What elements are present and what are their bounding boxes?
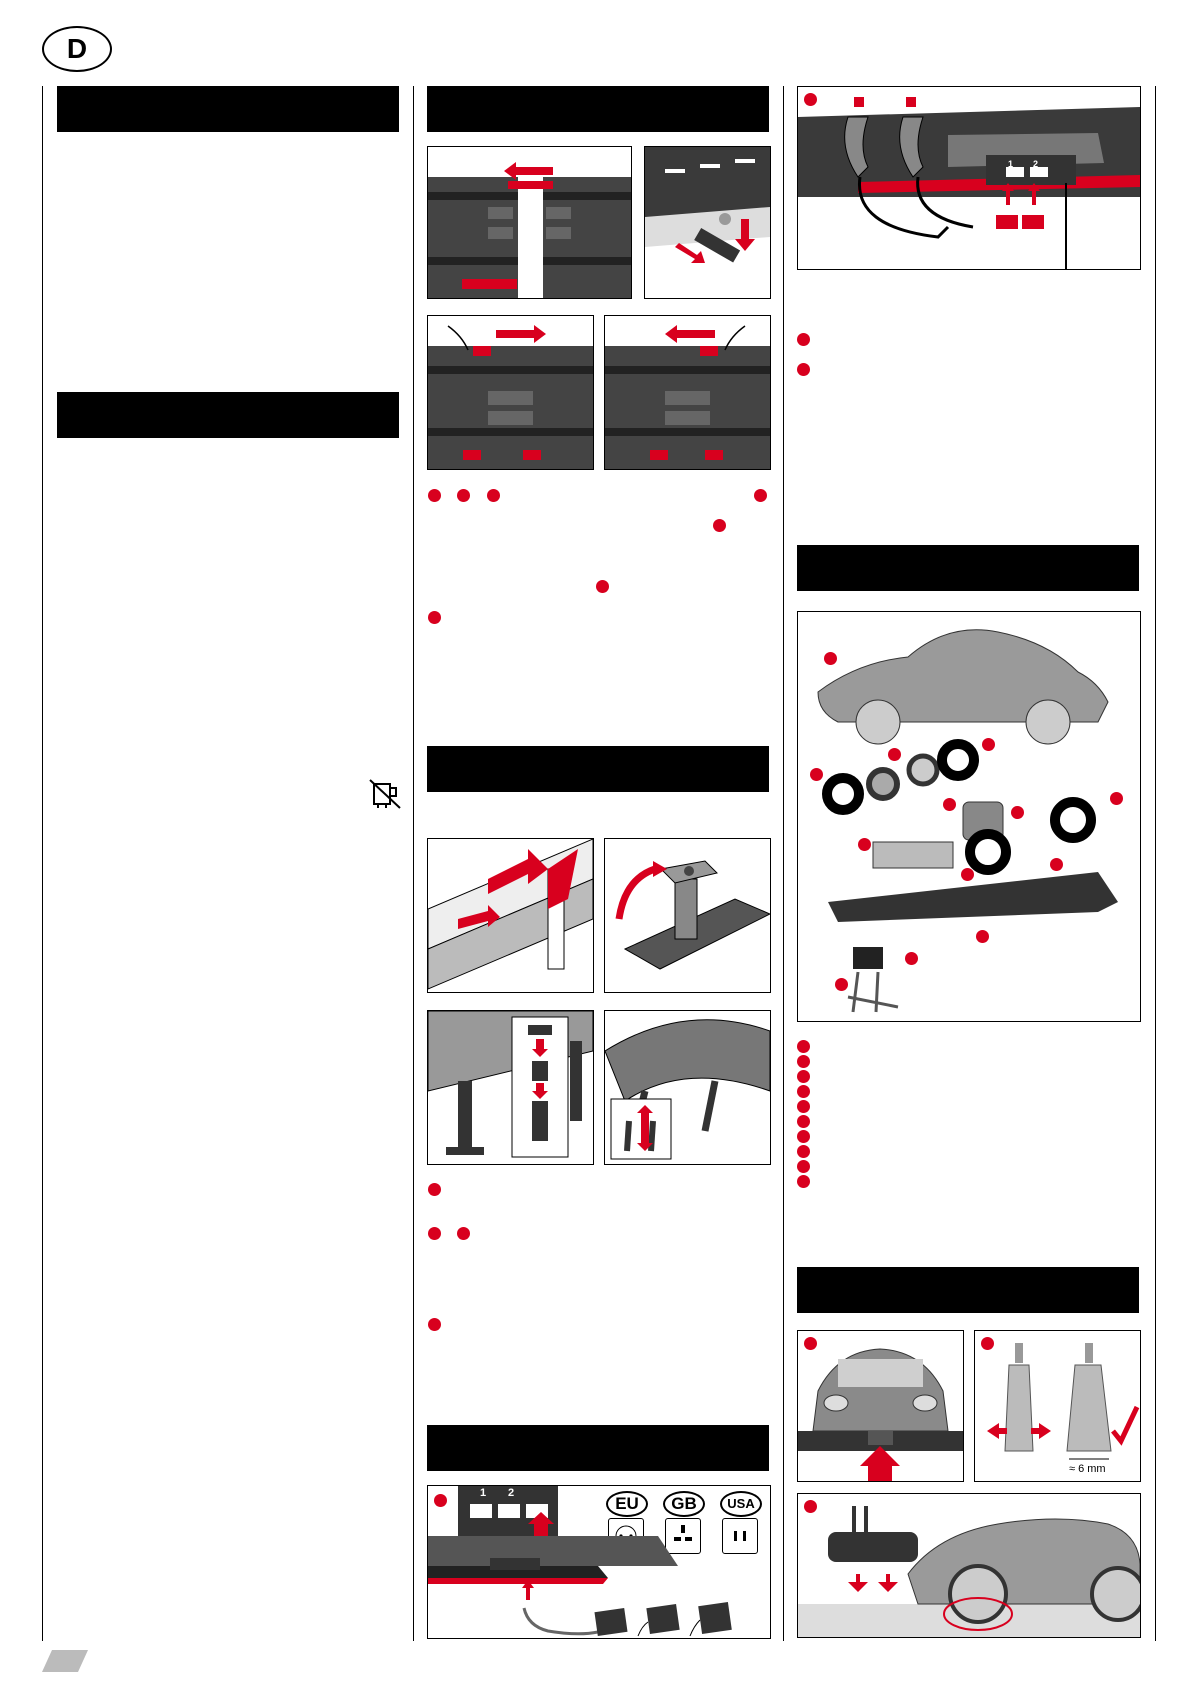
column-divider-2 xyxy=(783,86,784,1641)
step-marker xyxy=(457,489,470,502)
parts-list-marker xyxy=(797,1100,810,1113)
step-marker xyxy=(797,333,810,346)
language-badge xyxy=(42,26,112,72)
region-label-eu: EU xyxy=(606,1491,648,1517)
page-corner-tab xyxy=(42,1650,88,1672)
illustration-supports-3 xyxy=(427,1010,594,1165)
section-header-bar xyxy=(797,1267,1139,1313)
section-header-bar xyxy=(57,86,399,132)
slot-label-1: 1 xyxy=(480,1487,487,1499)
part-marker xyxy=(943,798,956,811)
illustration-car-front xyxy=(797,1330,964,1482)
illustration-supports-1 xyxy=(427,838,594,993)
part-marker xyxy=(1110,792,1123,805)
illustration-car-exploded xyxy=(797,611,1141,1022)
part-marker xyxy=(810,768,823,781)
illustration-supports-2 xyxy=(604,838,771,993)
illustration-track-connect-1 xyxy=(427,146,632,299)
section-header-bar xyxy=(797,545,1139,591)
part-marker xyxy=(976,930,989,943)
step-marker xyxy=(596,580,609,593)
region-label-gb: GB xyxy=(663,1491,705,1517)
illustration-car-on-track xyxy=(797,1493,1141,1638)
illustration-track-connect-4 xyxy=(604,315,771,470)
part-marker xyxy=(1011,806,1024,819)
part-marker xyxy=(835,978,848,991)
controller-slot-1: 1 xyxy=(1008,159,1014,169)
controller-slot-2: 2 xyxy=(1033,159,1039,169)
slot-label-2: 2 xyxy=(508,1487,515,1499)
step-marker xyxy=(457,1227,470,1240)
step-marker xyxy=(428,611,441,624)
parts-list-marker xyxy=(797,1130,810,1143)
step-marker xyxy=(428,1318,441,1331)
column-divider-1 xyxy=(413,86,414,1641)
step-marker xyxy=(713,519,726,532)
step-marker xyxy=(428,1183,441,1196)
parts-list-marker xyxy=(797,1055,810,1068)
part-marker xyxy=(1050,858,1063,871)
step-marker xyxy=(754,489,767,502)
step-marker xyxy=(487,489,500,502)
step-marker xyxy=(428,489,441,502)
part-marker xyxy=(858,838,871,851)
step-marker xyxy=(434,1494,447,1507)
region-label-usa: USA xyxy=(720,1491,762,1517)
part-marker xyxy=(905,952,918,965)
part-marker xyxy=(961,868,974,881)
section-header-bar xyxy=(427,1425,769,1471)
column-divider-right xyxy=(1155,86,1156,1641)
language-badge-label: D xyxy=(66,33,88,64)
illustration-controllers xyxy=(797,86,1141,270)
section-header-bar xyxy=(57,392,399,438)
illustration-guide-keel-braids xyxy=(974,1330,1141,1482)
parts-list-marker xyxy=(797,1070,810,1083)
illustration-track-connect-2 xyxy=(644,146,771,299)
section-header-bar xyxy=(427,746,769,792)
disposal-icon xyxy=(368,776,402,810)
part-marker xyxy=(824,652,837,665)
illustration-supports-4 xyxy=(604,1010,771,1165)
step-marker xyxy=(797,363,810,376)
parts-list-marker xyxy=(797,1175,810,1188)
illustration-power-connection xyxy=(427,1485,771,1639)
step-marker xyxy=(428,1227,441,1240)
parts-list-marker xyxy=(797,1160,810,1173)
parts-list-marker xyxy=(797,1145,810,1158)
connection-box xyxy=(458,1486,558,1536)
section-header-bar xyxy=(427,86,769,132)
column-divider-left xyxy=(42,86,43,1641)
part-marker xyxy=(982,738,995,751)
parts-list-marker xyxy=(797,1085,810,1098)
illustration-track-connect-3 xyxy=(427,315,594,470)
parts-list-marker xyxy=(797,1040,810,1053)
keel-measurement: ≈ 6 mm xyxy=(1069,1463,1106,1475)
part-marker xyxy=(888,748,901,761)
parts-list-marker xyxy=(797,1115,810,1128)
